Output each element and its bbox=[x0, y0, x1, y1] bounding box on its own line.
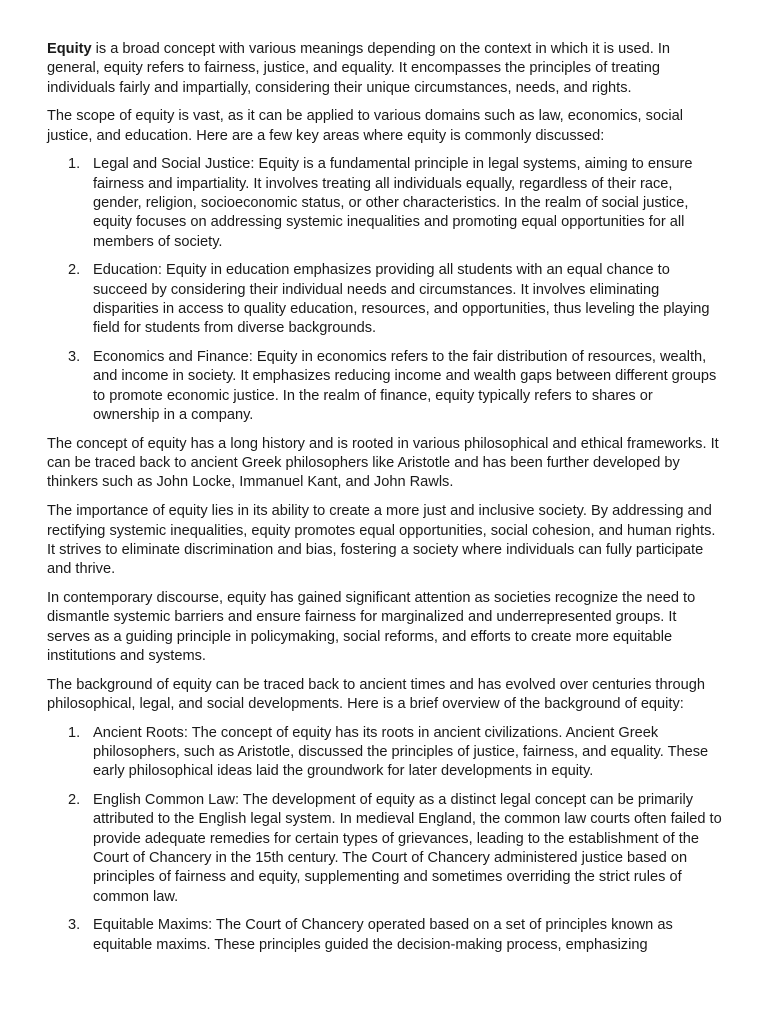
document-page bbox=[47, 40, 723, 964]
list-item bbox=[47, 791, 723, 907]
list-text: Ancient Roots: The concept of equity has its roots in ancient civilizations. Ancient Greek philosophers, such as Aristotle, discussed the principles of justice, fairness, and equality. These early philosophical ideas laid the groundwork for later developments in equity. bbox=[93, 724, 709, 780]
background-paragraph: The background of equity can be traced back to ancient times and has evolved over centuries through philosophical, legal, and social developments. Here is a brief overview of the background of equity: bbox=[47, 676, 705, 712]
areas-list bbox=[47, 155, 723, 425]
background-list bbox=[47, 724, 723, 955]
intro-term: Equity bbox=[47, 41, 92, 57]
list-number: 2. bbox=[68, 262, 81, 279]
list-item bbox=[47, 348, 723, 425]
history-paragraph: The concept of equity has a long history and is rooted in various philosophical and ethical frameworks. It can be traced back to ancient Greek philosophers like Aristotle and has been further developed by thinkers such as John Locke, Immanuel Kant, and John Rawls. bbox=[47, 435, 719, 491]
intro-text: is a broad concept with various meanings depending on the context in which it is used. In general, equity refers to fairness, justice, and equality. It encompasses the principles of treating individuals fairly and impartially, considering their unique circumstances, needs, and rights. bbox=[47, 41, 671, 96]
list-text: English Common Law: The development of equity as a distinct legal concept can be primarily attributed to the English legal system. In medieval England, the common law courts often failed to provide adequate remedies for certain types of grievances, leading to the establishment of the Court of Chancery in the 15th century. The Court of Chancery administered justice based on principles of fairness and equity, supplementing and sometimes overriding the strict rules of common law. bbox=[93, 792, 722, 905]
list-number: 2. bbox=[68, 792, 81, 809]
intro-paragraph bbox=[47, 40, 723, 98]
list-item bbox=[47, 916, 723, 955]
list-text: Legal and Social Justice: Equity is a fundamental principle in legal systems, aiming to ensure fairness and impartiality. It involves treating all individuals equally, regardless of their race, gender, religion, socioeconomic status, or other characteristics. In the realm of social justice, equity focuses on addressing systemic inequalities and promoting equal opportunities for all members of society. bbox=[93, 156, 693, 250]
list-number: 3. bbox=[68, 349, 81, 366]
list-number: 1. bbox=[68, 724, 81, 741]
list-text: Education: Equity in education emphasizes providing all students with an equal chance to succeed by considering their individual needs and circumstances. It involves eliminating disparities in access to quality education, resources, and opportunities, thus leveling the playing field for students from diverse backgrounds. bbox=[93, 262, 710, 337]
importance-paragraph: The importance of equity lies in its ability to create a more just and inclusive society. By addressing and rectifying systemic inequalities, equity promotes equal opportunities, social cohesion, and human rights. It strives to eliminate discrimination and bias, fostering a society where individuals can fully participate and thrive. bbox=[47, 503, 716, 578]
list-item bbox=[47, 155, 723, 251]
list-number: 1. bbox=[68, 156, 81, 173]
scope-paragraph: The scope of equity is vast, as it can be applied to various domains such as law, economics, social justice, and education. Here are a few key areas where equity is commonly discussed: bbox=[47, 108, 683, 144]
list-item bbox=[47, 261, 723, 338]
list-text: Economics and Finance: Equity in economics refers to the fair distribution of resources, wealth, and income in society. It emphasizes reducing income and wealth gaps between different groups to promote economic justice. In the realm of finance, equity typically refers to shares or ownership in a company. bbox=[93, 349, 717, 424]
list-number: 3. bbox=[68, 917, 81, 934]
contemporary-paragraph: In contemporary discourse, equity has gained significant attention as societies recognize the need to dismantle systemic barriers and ensure fairness for marginalized and underrepresented groups. It serves as a guiding principle in policymaking, social reforms, and efforts to create more equitable institutions and systems. bbox=[47, 589, 696, 664]
list-text: Equitable Maxims: The Court of Chancery operated based on a set of principles known as equitable maxims. These principles guided the decision-making process, emphasizing bbox=[93, 917, 673, 953]
list-item bbox=[47, 724, 723, 782]
